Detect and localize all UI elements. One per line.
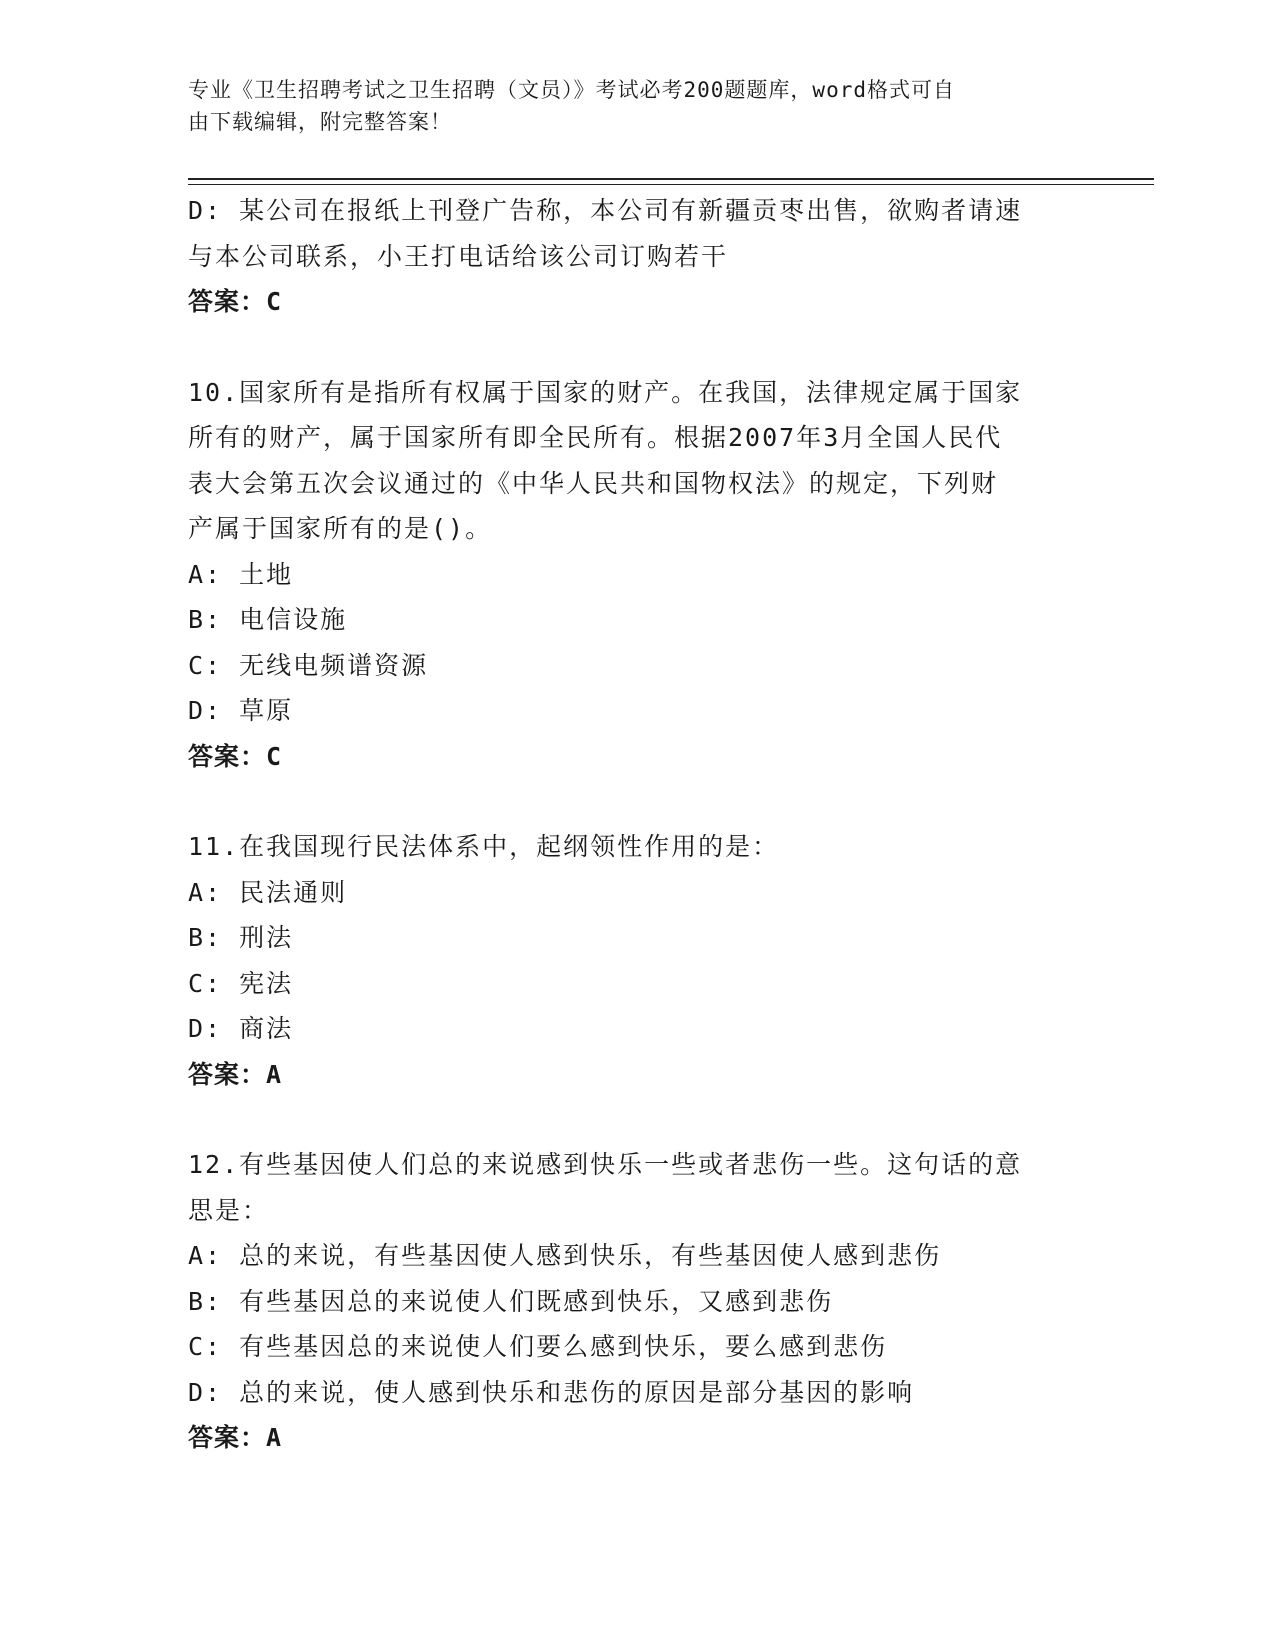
option-b: B: 有些基因总的来说使人们既感到快乐，又感到悲伤 (188, 1286, 834, 1316)
question-fragment (188, 188, 1088, 325)
option-a: A: 总的来说，有些基因使人感到快乐，有些基因使人感到悲伤 (188, 1241, 942, 1270)
option-d: D: 总的来说，使人感到快乐和悲伤的原因是部分基因的影响 (188, 1377, 915, 1407)
question-stem-line: 10.国家所有是指所有权属于国家的财产。在我国，法律规定属于国家 (188, 377, 1023, 407)
option-b: B: 电信设施 (188, 605, 348, 634)
option-d: D: 草原 (188, 696, 294, 725)
header-line-2: 由下载编辑，附完整答案！ (188, 110, 452, 134)
spacer (188, 1097, 1088, 1142)
answer-line: 答案：A (188, 1059, 283, 1089)
document-header (188, 74, 1068, 138)
question-stem-line: 11.在我国现行民法体系中，起纲领性作用的是： (188, 832, 780, 861)
option-d-line-2: 与本公司联系，小王打电话给该公司订购若干 (188, 241, 729, 271)
option-d: D: 商法 (188, 1014, 294, 1043)
option-c: C: 宪法 (188, 968, 294, 998)
option-c: C: 无线电频谱资源 (188, 650, 429, 680)
option-b: B: 刑法 (188, 923, 294, 952)
question-stem-line: 思是： (188, 1195, 270, 1225)
question-11 (188, 824, 1088, 1097)
spacer (188, 779, 1088, 824)
header-divider-thin (188, 184, 1154, 185)
question-10 (188, 370, 1088, 780)
option-c: C: 有些基因总的来说使人们要么感到快乐，要么感到悲伤 (188, 1332, 888, 1361)
answer-line: 答案：C (188, 287, 283, 316)
question-stem-line: 12.有些基因使人们总的来说感到快乐一些或者悲伤一些。这句话的意 (188, 1150, 1023, 1179)
document-body (188, 188, 1088, 1461)
header-divider-thick (188, 178, 1154, 180)
question-stem-line: 产属于国家所有的是()。 (188, 514, 493, 543)
option-d-line-1: D: 某公司在报纸上刊登广告称，本公司有新疆贡枣出售，欲购者请速 (188, 196, 1023, 225)
header-line-1: 专业《卫生招聘考试之卫生招聘（文员）》考试必考200题题库，word格式可自 (188, 78, 955, 102)
question-stem-line: 所有的财产，属于国家所有即全民所有。根据2007年3月全国人民代 (188, 423, 1003, 452)
option-a: A: 土地 (188, 559, 294, 589)
question-stem-line: 表大会第五次会议通过的《中华人民共和国物权法》的规定，下列财 (188, 468, 999, 498)
answer-line: 答案：A (188, 1423, 283, 1452)
option-a: A: 民法通则 (188, 877, 348, 907)
answer-line: 答案：C (188, 741, 283, 771)
question-12 (188, 1142, 1088, 1461)
spacer (188, 325, 1088, 370)
